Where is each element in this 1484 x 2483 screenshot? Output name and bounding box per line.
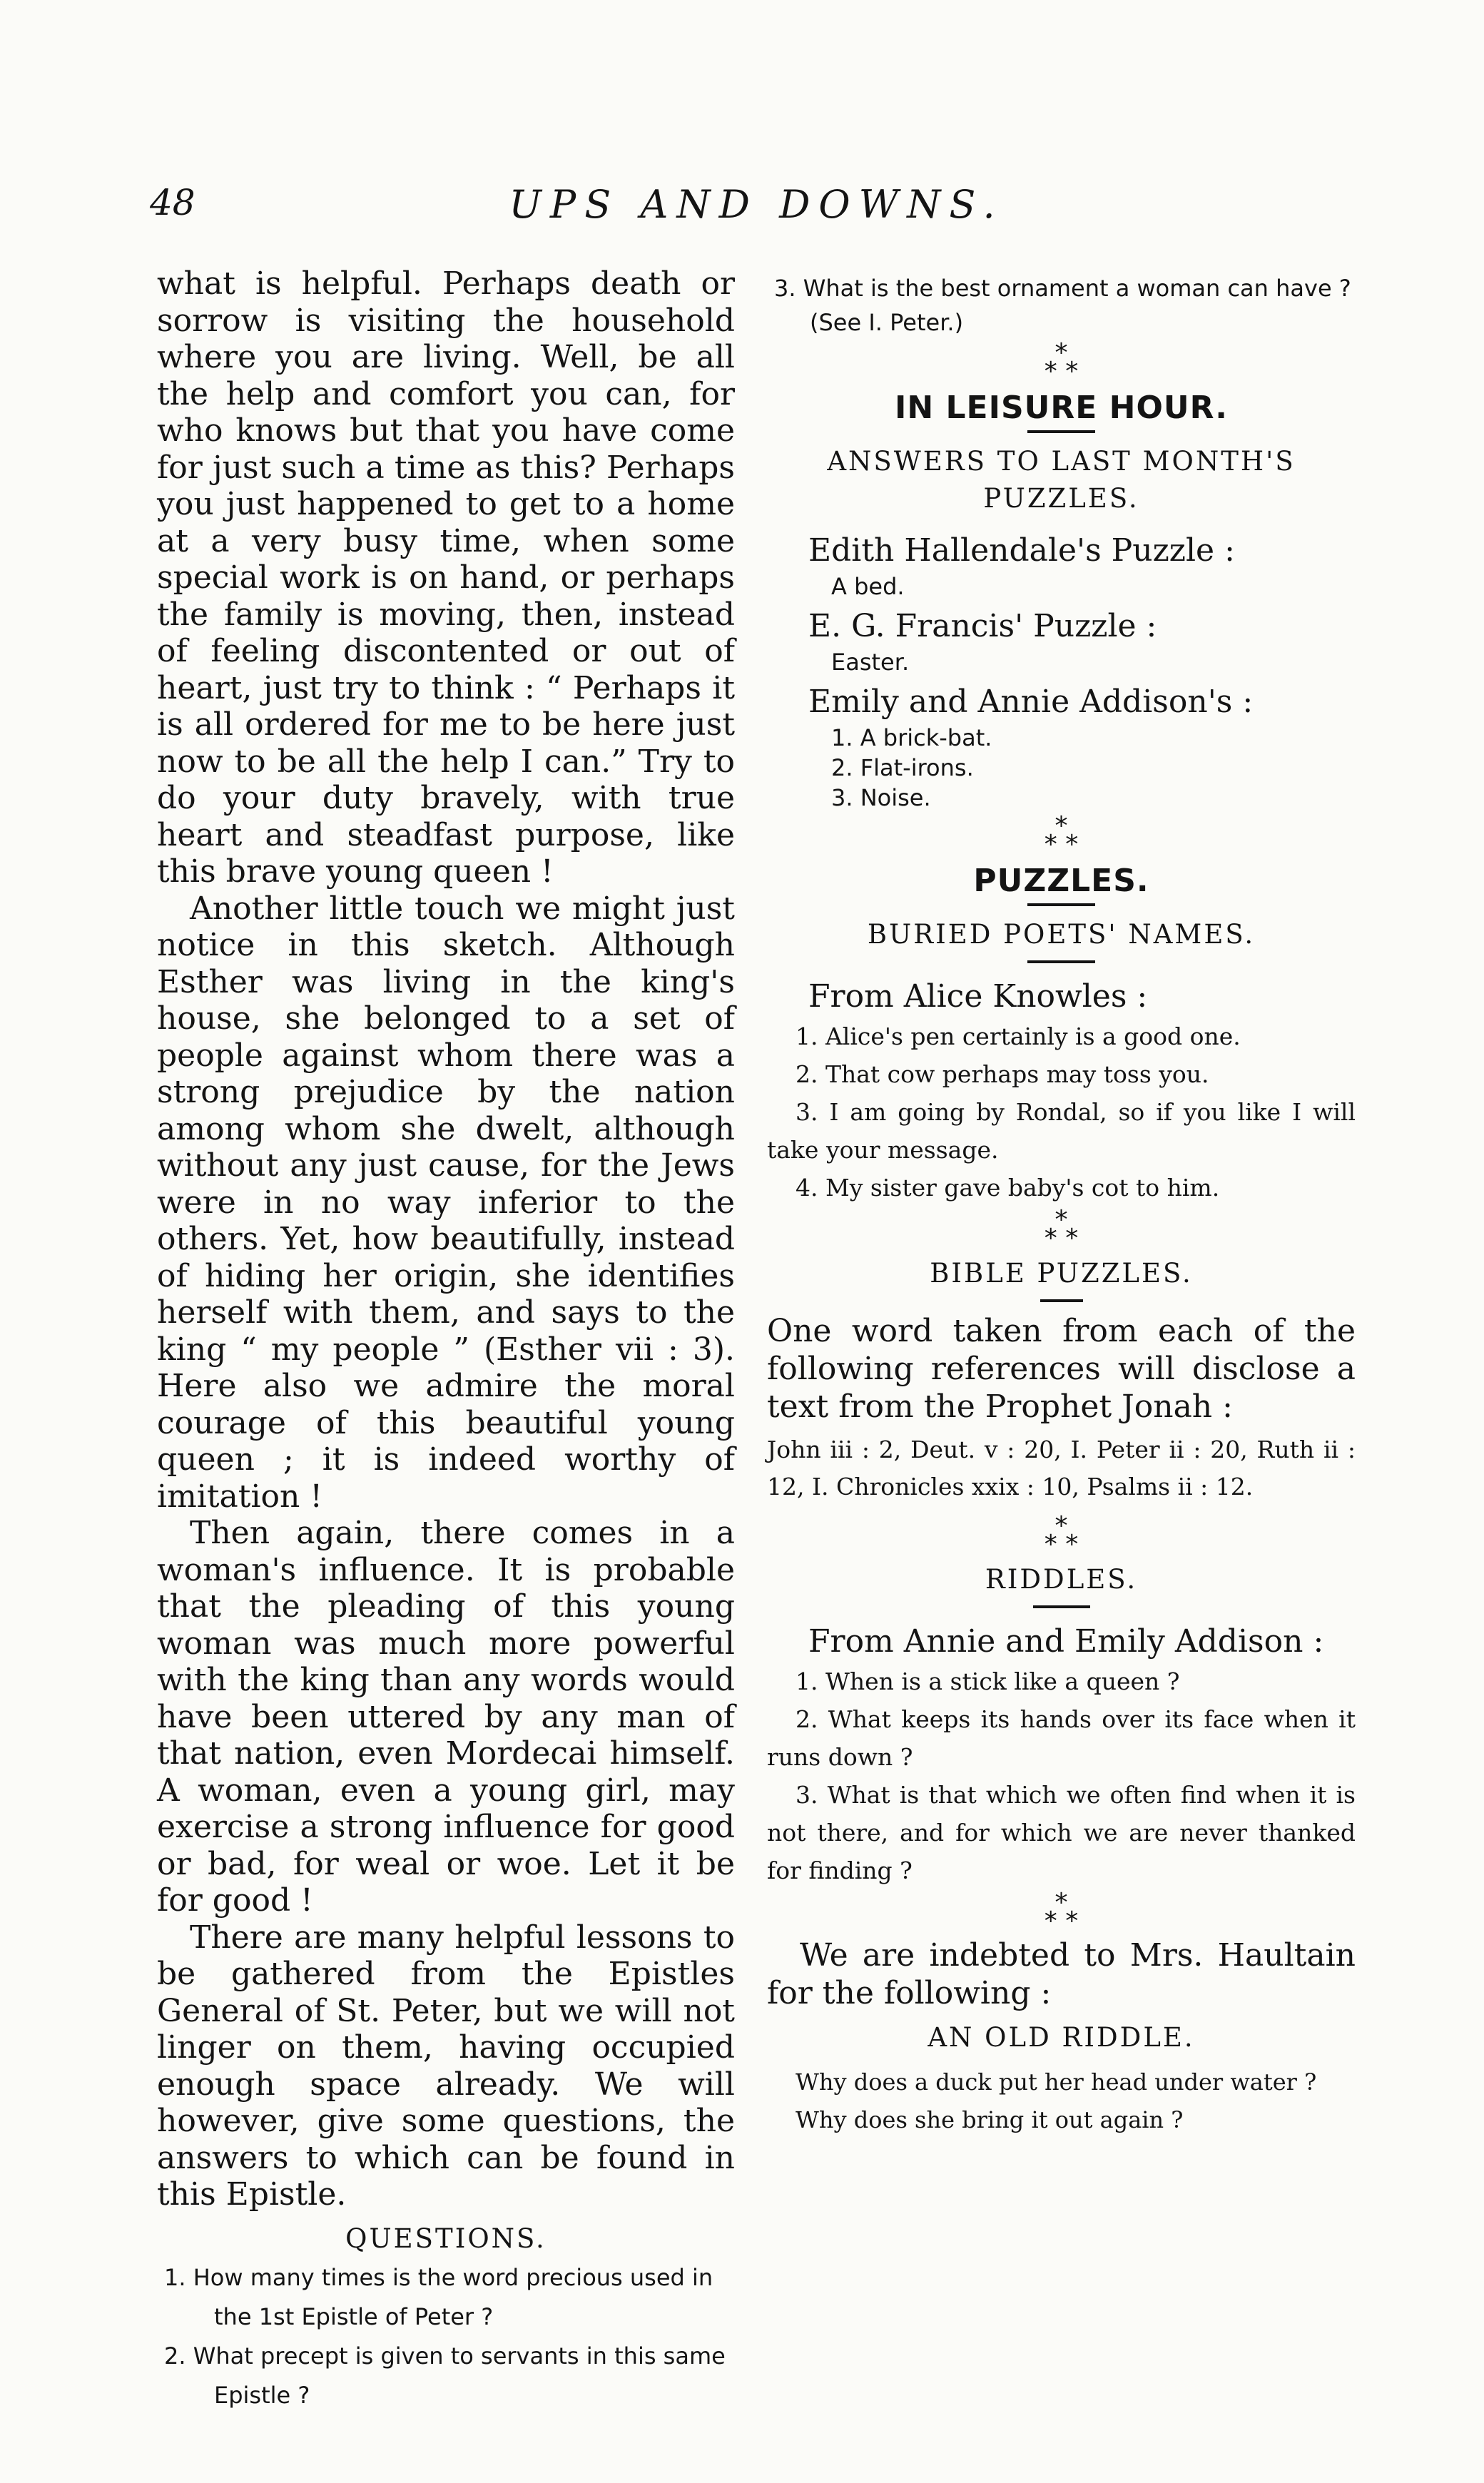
paragraph: what is helpful. Perhaps death or sorrow is visiting the household where you are living. Well, be all the help and comfort you can, for who knows but that you have come for just such a time as this? Perhaps you just happened to get to a home at a very busy time, when some special work is on hand, or perhaps the family is moving, then, instead of feeling discontented or out of heart, just try to think : “ Perhaps it is all ordered for me to be here just now to be all the help I can.” Try to do your duty bravely, with true heart and steadfast purpose, like this brave young queen ! [157, 265, 735, 890]
divider [1027, 903, 1095, 906]
riddle-line: Why does a duck put her head under water ? [796, 2068, 1317, 2096]
puzzle-item: 4. My sister gave baby's cot to him. [796, 1174, 1220, 1202]
divider [1027, 430, 1095, 433]
riddles-heading: RIDDLES. [985, 1564, 1138, 1595]
paragraph: Another little touch we might just notice in this sketch. Although Esther was living in the king's house, she belonged to a set of people against whom there was a strong prejudice by the nation among whom she dwelt, although without any just cause, for the Jews were in no way inferior to the others. Yet, how beautifully, instead of hiding her origin, she identifies herself with them, and says to the king “ my people ” (Esther vii : 3). Here also we admire the moral courage of this beautiful young queen ; it is indeed worthy of imitation ! [157, 890, 735, 1515]
answer-source: Edith Hallendale's Puzzle : [808, 532, 1235, 569]
buried-heading: BURIED POETS' NAMES. [867, 919, 1256, 950]
bible-instruction: One word taken from each of the following references will disclose a text from the Prophet Jonah : [767, 1313, 1356, 1425]
riddle-item: 2. What keeps its hands over its face when it runs down ? [767, 1705, 1356, 1771]
running-title: UPS AND DOWNS. [509, 182, 1004, 227]
riddle-item: 3. What is that which we often find when it is not there, and for which we are never thanked for finding ? [767, 1781, 1356, 1884]
asterism: * * * [1044, 1888, 1079, 1936]
riddle-item: 1. When is a stick like a queen ? [796, 1667, 1180, 1695]
answer-source: Emily and Annie Addison's : [808, 684, 1254, 720]
bible-references: John iii : 2, Deut. v : 20, I. Peter ii : 20, Ruth ii : 12, I. Chronicles xxix : 10, Psalms ii : 12. [767, 1436, 1356, 1501]
buried-source: From Alice Knowles : [808, 978, 1148, 1015]
divider [1027, 960, 1095, 963]
puzzle-item: 3. I am going by Rondal, so if you like I will take your message. [767, 1098, 1356, 1164]
answer-source: E. G. Francis' Puzzle : [808, 608, 1157, 644]
answer-item: 2. Flat-irons. [831, 754, 974, 781]
questions-heading: QUESTIONS. [345, 2223, 547, 2254]
old-riddle-heading: AN OLD RIDDLE. [928, 2022, 1195, 2053]
page-header [150, 182, 1363, 239]
paragraph: Then again, there comes in a woman's influence. It is probable that the pleading of this young woman was much more powerful with the king than any words would have been uttered by any man of that nation, even Mordecai himself. A woman, even a young girl, may exercise a strong influence for good or bad, for weal or woe. Let it be for good ! [157, 1515, 735, 1919]
paragraph: There are many helpful lessons to be gathered from the Epistles General of St. Peter, but we will not linger on them, having occupied enough space already. We will however, give some questions, the answers to which can be found in this Epistle. [157, 1919, 735, 2213]
bible-heading: BIBLE PUZZLES. [930, 1258, 1193, 1289]
page-number: 48 [150, 182, 195, 223]
answers-heading: ANSWERS TO LAST MONTH'S PUZZLES. [827, 446, 1296, 514]
riddle-line: Why does she bring it out again ? [796, 2106, 1184, 2133]
answer-item: Easter. [831, 649, 910, 676]
answer-item: A bed. [831, 573, 905, 600]
puzzle-item: 1. Alice's pen certainly is a good one. [796, 1022, 1241, 1050]
puzzle-item: 2. That cow perhaps may toss you. [796, 1060, 1209, 1088]
riddles-source: From Annie and Emily Addison : [808, 1623, 1324, 1660]
divider [1040, 1299, 1083, 1302]
right-column [767, 271, 1356, 2139]
divider [1033, 1605, 1090, 1608]
leisure-heading: IN LEISURE HOUR. [894, 390, 1229, 426]
answer-item: 3. Noise. [831, 784, 931, 811]
indebted-text: We are indebted to Mrs. Haultain for the following : [767, 1937, 1356, 2011]
left-column [157, 265, 735, 2415]
asterism: * * * [1044, 1511, 1079, 1559]
answer-item: 1. A brick-bat. [831, 724, 992, 751]
asterism: * * * [1044, 338, 1079, 386]
question-item: 2. What precept is given to servants in this same Epistle ? [164, 2342, 726, 2409]
question-item: 3. What is the best ornament a woman can have ? (See I. Peter.) [774, 275, 1351, 336]
question-item: 1. How many times is the word precious used in the 1st Epistle of Peter ? [164, 2263, 713, 2330]
puzzles-heading: PUZZLES. [973, 863, 1149, 899]
asterism: * * * [1044, 811, 1079, 859]
asterism: * * * [1044, 1205, 1079, 1253]
